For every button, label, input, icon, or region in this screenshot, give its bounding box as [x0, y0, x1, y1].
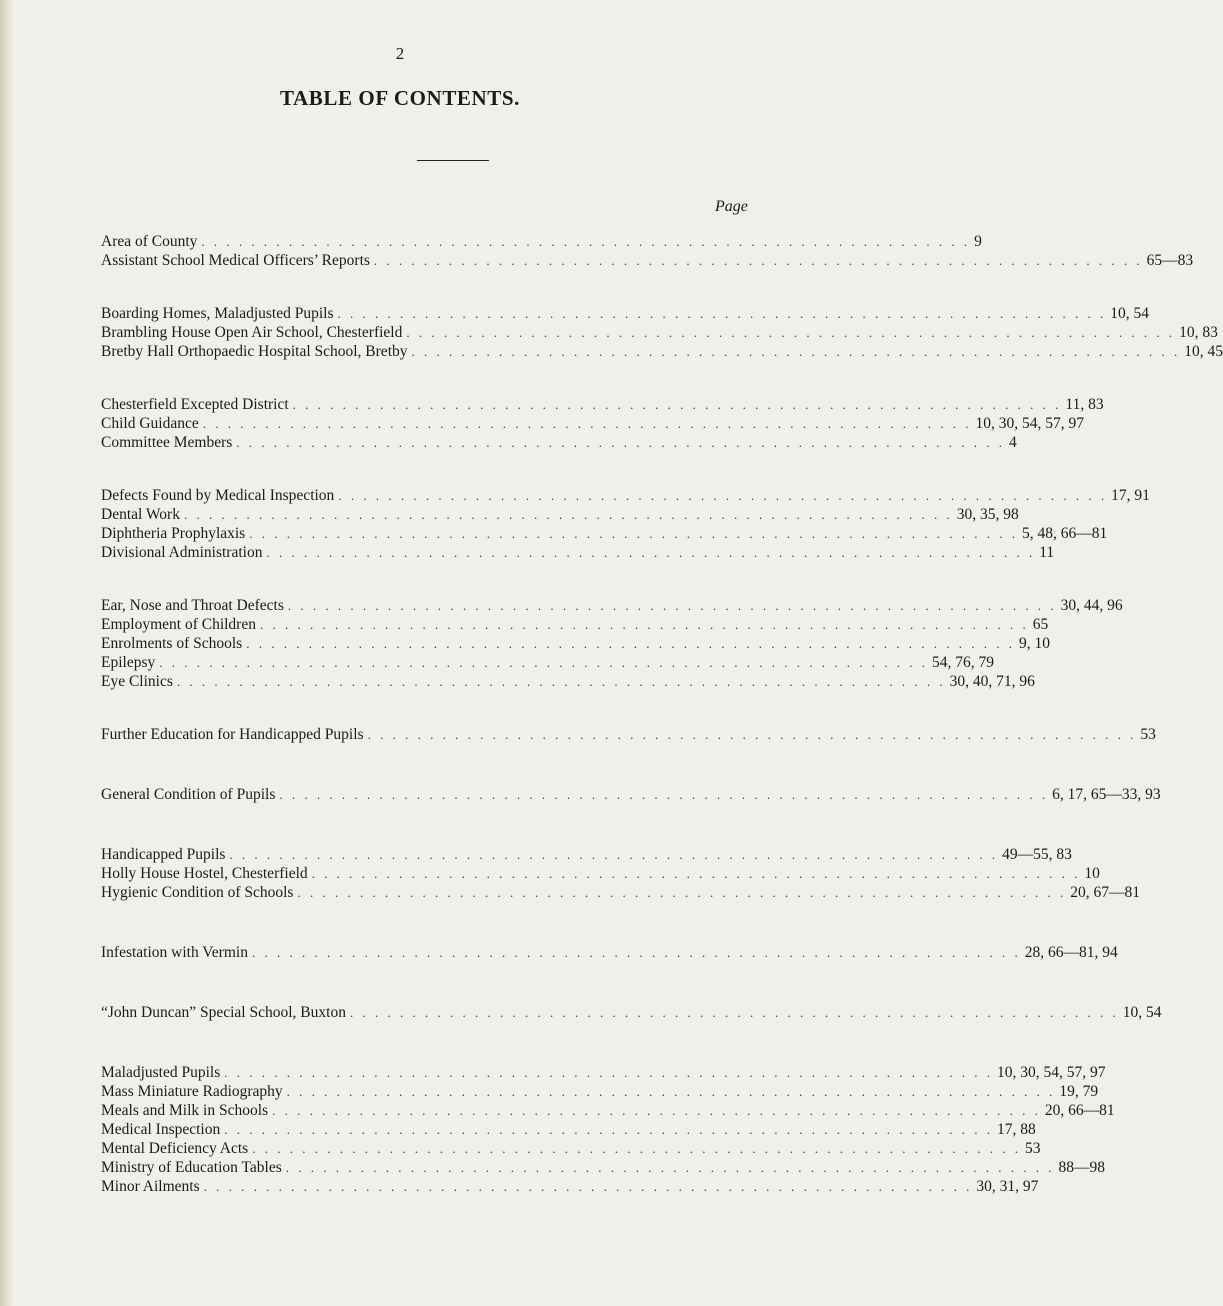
dot-leader: . . . . . . . . . . . . . . . . . . . . . . . . . . . . . . . . . . . . . . . . . . . . . . . . . . . . . . . . . . . . . . — [224, 1065, 994, 1080]
toc-entry-pages: 30, 31, 97 — [976, 1178, 1039, 1195]
toc-entry — [101, 785, 1161, 804]
toc-entry-label: Maladjusted Pupils — [101, 1064, 221, 1081]
toc-entry-label: Area of County — [101, 233, 198, 250]
toc-entry-label: Mental Deficiency Acts — [101, 1140, 249, 1157]
toc-entry-label: Defects Found by Medical Inspection — [101, 487, 335, 504]
toc-group — [101, 725, 1156, 744]
toc-entry-label: Medical Inspection — [101, 1121, 221, 1138]
toc-entry-pages: 28, 66—81, 94 — [1024, 944, 1118, 961]
toc-entry — [101, 1101, 1115, 1120]
toc-group — [101, 785, 1161, 804]
dot-leader: . . . . . . . . . . . . . . . . . . . . . . . . . . . . . . . . . . . . . . . . . . . . . . . . . . . . . . . . . . . . . . — [367, 727, 1137, 742]
toc-entry-pages: 6, 17, 65—33, 93 — [1052, 786, 1161, 803]
toc-entry — [101, 486, 1150, 505]
dot-leader: . . . . . . . . . . . . . . . . . . . . . . . . . . . . . . . . . . . . . . . . . . . . . . . . . . . . . . . . . . . . . . — [176, 674, 946, 689]
dot-leader: . . . . . . . . . . . . . . . . . . . . . . . . . . . . . . . . . . . . . . . . . . . . . . . . . . . . . . . . . . . . . . — [272, 1103, 1041, 1118]
dot-leader: . . . . . . . . . . . . . . . . . . . . . . . . . . . . . . . . . . . . . . . . . . . . . . . . . . . . . . . . . . . . . . — [297, 885, 1067, 900]
toc-group — [101, 943, 1118, 962]
toc-entry-pages: 11 — [1039, 544, 1055, 561]
toc-entry-pages: 65—83 — [1146, 252, 1194, 269]
toc-entry-pages: 54, 76, 79 — [932, 654, 994, 671]
toc-entry-pages: 19, 79 — [1059, 1083, 1099, 1100]
toc-entry-label: Assistant School Medical Officers’ Reports — [101, 252, 370, 269]
dot-leader: . . . . . . . . . . . . . . . . . . . . . . . . . . . . . . . . . . . . . . . . . . . . . . . . . . . . . . . . . . . . . . — [203, 1179, 973, 1194]
toc-entry-pages: 88—98 — [1058, 1159, 1105, 1176]
toc-entry-label: Enrolments of Schools — [101, 635, 243, 652]
toc-group — [101, 1063, 1115, 1196]
toc-entry — [101, 1063, 1106, 1082]
toc-entry-pages: 10, 83 — [1179, 324, 1218, 341]
dot-leader: . . . . . . . . . . . . . . . . . . . . . . . . . . . . . . . . . . . . . . . . . . . . . . . . . . . . . . . . . . . . . . — [287, 598, 1057, 613]
page-title: TABLE OF CONTENTS. — [279, 86, 521, 110]
toc-entry — [101, 1120, 1036, 1139]
toc-entry-label: Chesterfield Excepted District — [101, 396, 289, 413]
toc-entry — [101, 596, 1123, 615]
toc-entry-label: Brambling House Open Air School, Chesterfield — [101, 324, 403, 341]
toc-entry — [101, 1003, 1162, 1022]
toc-entry-label: Boarding Homes, Maladjusted Pupils — [101, 305, 334, 322]
toc-entry — [101, 342, 1223, 361]
toc-entry-pages: 17, 91 — [1111, 487, 1150, 504]
toc-entry — [101, 615, 1049, 634]
toc-entry-label: General Condition of Pupils — [101, 786, 276, 803]
toc-entry-pages: 10, 30, 54, 57, 97 — [997, 1064, 1106, 1081]
dot-leader: . . . . . . . . . . . . . . . . . . . . . . . . . . . . . . . . . . . . . . . . . . . . . . . . . . . . . . . . . . . . . . — [373, 253, 1143, 268]
toc-entry-label: “John Duncan” Special School, Buxton — [101, 1004, 346, 1021]
dot-leader: . . . . . . . . . . . . . . . . . . . . . . . . . . . . . . . . . . . . . . . . . . . . . . . . . . . . . . . . . . . . . . — [266, 545, 1036, 560]
dot-leader: . . . . . . . . . . . . . . . . . . . . . . . . . . . . . . . . . . . . . . . . . . . . . . . . . . . . . . . . . . . . . . — [202, 416, 972, 431]
page-edge-shadow — [0, 0, 14, 1306]
toc-entry-pages: 20, 66—81 — [1044, 1102, 1115, 1119]
toc-entry — [101, 433, 1017, 452]
toc-entry — [101, 304, 1149, 323]
toc-entry-label: Ministry of Education Tables — [101, 1159, 282, 1176]
toc-entry — [101, 323, 1218, 342]
dot-leader: . . . . . . . . . . . . . . . . . . . . . . . . . . . . . . . . . . . . . . . . . . . . . . . . . . . . . . . . . . . . . . — [286, 1084, 1056, 1099]
toc-entry-pages: 9, 10 — [1018, 635, 1050, 652]
toc-entry — [101, 505, 1019, 524]
toc-group — [101, 596, 1123, 691]
toc-entry-pages: 10, 30, 54, 57, 97 — [975, 415, 1084, 432]
toc-entry-label: Holly House Hostel, Chesterfield — [101, 865, 308, 882]
toc-entry — [101, 524, 1108, 543]
toc-entry — [101, 725, 1156, 744]
toc-group — [101, 845, 1140, 902]
toc-entry-pages: 4 — [1009, 434, 1017, 451]
dot-leader: . . . . . . . . . . . . . . . . . . . . . . . . . . . . . . . . . . . . . . . . . . . . . . . . . . . . . . . . . . . . . . — [183, 507, 953, 522]
toc-entry-pages: 53 — [1140, 726, 1156, 743]
toc-entry-label: Meals and Milk in Schools — [101, 1102, 269, 1119]
dot-leader: . . . . . . . . . . . . . . . . . . . . . . . . . . . . . . . . . . . . . . . . . . . . . . . . . . . . . . . . . . . . . . — [246, 636, 1015, 651]
toc-entry — [101, 543, 1055, 562]
toc-entry-pages: 53 — [1024, 1140, 1041, 1157]
dot-leader: . . . . . . . . . . . . . . . . . . . . . . . . . . . . . . . . . . . . . . . . . . . . . . . . . . . . . . . . . . . . . . — [229, 847, 999, 862]
toc-entry-label: Hygienic Condition of Schools — [101, 884, 294, 901]
toc-entry — [101, 414, 1084, 433]
dot-leader: . . . . . . . . . . . . . . . . . . . . . . . . . . . . . . . . . . . . . . . . . . . . . . . . . . . . . . . . . . . . . . — [159, 655, 928, 670]
toc-entry-label: Employment of Children — [101, 616, 256, 633]
toc-group — [101, 486, 1150, 562]
toc-entry-pages: 49—55, 83 — [1002, 846, 1072, 863]
toc-entry-pages: 5, 48, 66—81 — [1021, 525, 1108, 542]
toc-entry-label: Committee Members — [101, 434, 233, 451]
toc-group — [101, 395, 1104, 452]
toc-entry-label: Bretby Hall Orthopaedic Hospital School, Bretby — [101, 343, 408, 360]
toc-entry-label: Minor Ailments — [101, 1178, 200, 1195]
dot-leader: . . . . . . . . . . . . . . . . . . . . . . . . . . . . . . . . . . . . . . . . . . . . . . . . . . . . . . . . . . . . . . — [224, 1122, 993, 1137]
toc-entry — [101, 845, 1072, 864]
toc-entry — [101, 395, 1104, 414]
page-number: 2 — [395, 44, 405, 63]
toc-entry-label: Child Guidance — [101, 415, 199, 432]
toc-entry-label: Infestation with Vermin — [101, 944, 248, 961]
toc-entry-pages: 20, 67—81 — [1070, 884, 1140, 901]
toc-entry-pages: 30, 35, 98 — [956, 506, 1019, 523]
dot-leader: . . . . . . . . . . . . . . . . . . . . . . . . . . . . . . . . . . . . . . . . . . . . . . . . . . . . . . . . . . . . . . — [411, 344, 1181, 359]
dot-leader: . . . . . . . . . . . . . . . . . . . . . . . . . . . . . . . . . . . . . . . . . . . . . . . . . . . . . . . . . . . . . . — [292, 397, 1062, 412]
page-column-header: Page — [715, 198, 748, 215]
toc-group — [101, 304, 1223, 361]
toc-entry — [101, 1139, 1041, 1158]
dot-leader: . . . . . . . . . . . . . . . . . . . . . . . . . . . . . . . . . . . . . . . . . . . . . . . . . . . . . . . . . . . . . . — [249, 526, 1018, 541]
toc-entry — [101, 251, 1194, 270]
toc-entry-pages: 11, 83 — [1065, 396, 1104, 413]
toc-entry-pages: 17, 88 — [996, 1121, 1036, 1138]
dot-leader: . . . . . . . . . . . . . . . . . . . . . . . . . . . . . . . . . . . . . . . . . . . . . . . . . . . . . . . . . . . . . . — [285, 1160, 1055, 1175]
dot-leader: . . . . . . . . . . . . . . . . . . . . . . . . . . . . . . . . . . . . . . . . . . . . . . . . . . . . . . . . . . . . . . — [311, 866, 1081, 881]
toc-group — [101, 1003, 1162, 1022]
toc-entry — [101, 943, 1118, 962]
toc-group — [101, 232, 1194, 270]
dot-leader: . . . . . . . . . . . . . . . . . . . . . . . . . . . . . . . . . . . . . . . . . . . . . . . . . . . . . . . . . . . . . . — [251, 945, 1021, 960]
toc-entry-pages: 10, 45 — [1184, 343, 1223, 360]
dot-leader: . . . . . . . . . . . . . . . . . . . . . . . . . . . . . . . . . . . . . . . . . . . . . . . . . . . . . . . . . . . . . . — [406, 325, 1176, 340]
toc-entry-pages: 65 — [1032, 616, 1049, 633]
toc-entry — [101, 1082, 1099, 1101]
dot-leader: . . . . . . . . . . . . . . . . . . . . . . . . . . . . . . . . . . . . . . . . . . . . . . . . . . . . . . . . . . . . . . — [252, 1141, 1021, 1156]
toc-entry-label: Diphtheria Prophylaxis — [101, 525, 246, 542]
dot-leader: . . . . . . . . . . . . . . . . . . . . . . . . . . . . . . . . . . . . . . . . . . . . . . . . . . . . . . . . . . . . . . — [338, 488, 1108, 503]
dot-leader: . . . . . . . . . . . . . . . . . . . . . . . . . . . . . . . . . . . . . . . . . . . . . . . . . . . . . . . . . . . . . . — [259, 617, 1029, 632]
dot-leader: . . . . . . . . . . . . . . . . . . . . . . . . . . . . . . . . . . . . . . . . . . . . . . . . . . . . . . . . . . . . . . — [279, 787, 1049, 802]
toc-entry-label: Further Education for Handicapped Pupils — [101, 726, 364, 743]
toc-entry — [101, 864, 1100, 883]
toc-entry-pages: 10, 54 — [1122, 1004, 1162, 1021]
dot-leader: . . . . . . . . . . . . . . . . . . . . . . . . . . . . . . . . . . . . . . . . . . . . . . . . . . . . . . . . . . . . . . — [349, 1005, 1119, 1020]
toc-entry-label: Handicapped Pupils — [101, 846, 226, 863]
toc-entry — [101, 1158, 1105, 1177]
toc-entry-label: Mass Miniature Radiography — [101, 1083, 283, 1100]
toc-entry-pages: 30, 40, 71, 96 — [949, 673, 1035, 690]
toc-entry — [101, 672, 1035, 691]
dot-leader: . . . . . . . . . . . . . . . . . . . . . . . . . . . . . . . . . . . . . . . . . . . . . . . . . . . . . . . . . . . . . . — [236, 435, 1006, 450]
toc-entry-pages: 10, 54 — [1110, 305, 1149, 322]
toc-entry-pages: 10 — [1084, 865, 1100, 882]
dot-leader: . . . . . . . . . . . . . . . . . . . . . . . . . . . . . . . . . . . . . . . . . . . . . . . . . . . . . . . . . . . . . . — [201, 234, 971, 249]
toc-entry-label: Ear, Nose and Throat Defects — [101, 597, 284, 614]
toc-entry-label: Dental Work — [101, 506, 180, 523]
toc-entry — [101, 1177, 1039, 1196]
toc-entry-label: Divisional Administration — [101, 544, 263, 561]
toc-entry-label: Eye Clinics — [101, 673, 173, 690]
toc-entry-pages: 9 — [974, 233, 982, 250]
table-of-contents — [101, 232, 1223, 1196]
toc-entry-label: Epilepsy — [101, 654, 156, 671]
toc-entry — [101, 883, 1140, 902]
toc-entry — [101, 232, 982, 251]
toc-entry-pages: 30, 44, 96 — [1060, 597, 1123, 614]
title-divider — [417, 160, 489, 161]
dot-leader: . . . . . . . . . . . . . . . . . . . . . . . . . . . . . . . . . . . . . . . . . . . . . . . . . . . . . . . . . . . . . . — [337, 306, 1107, 321]
toc-entry — [101, 653, 994, 672]
toc-entry — [101, 634, 1050, 653]
